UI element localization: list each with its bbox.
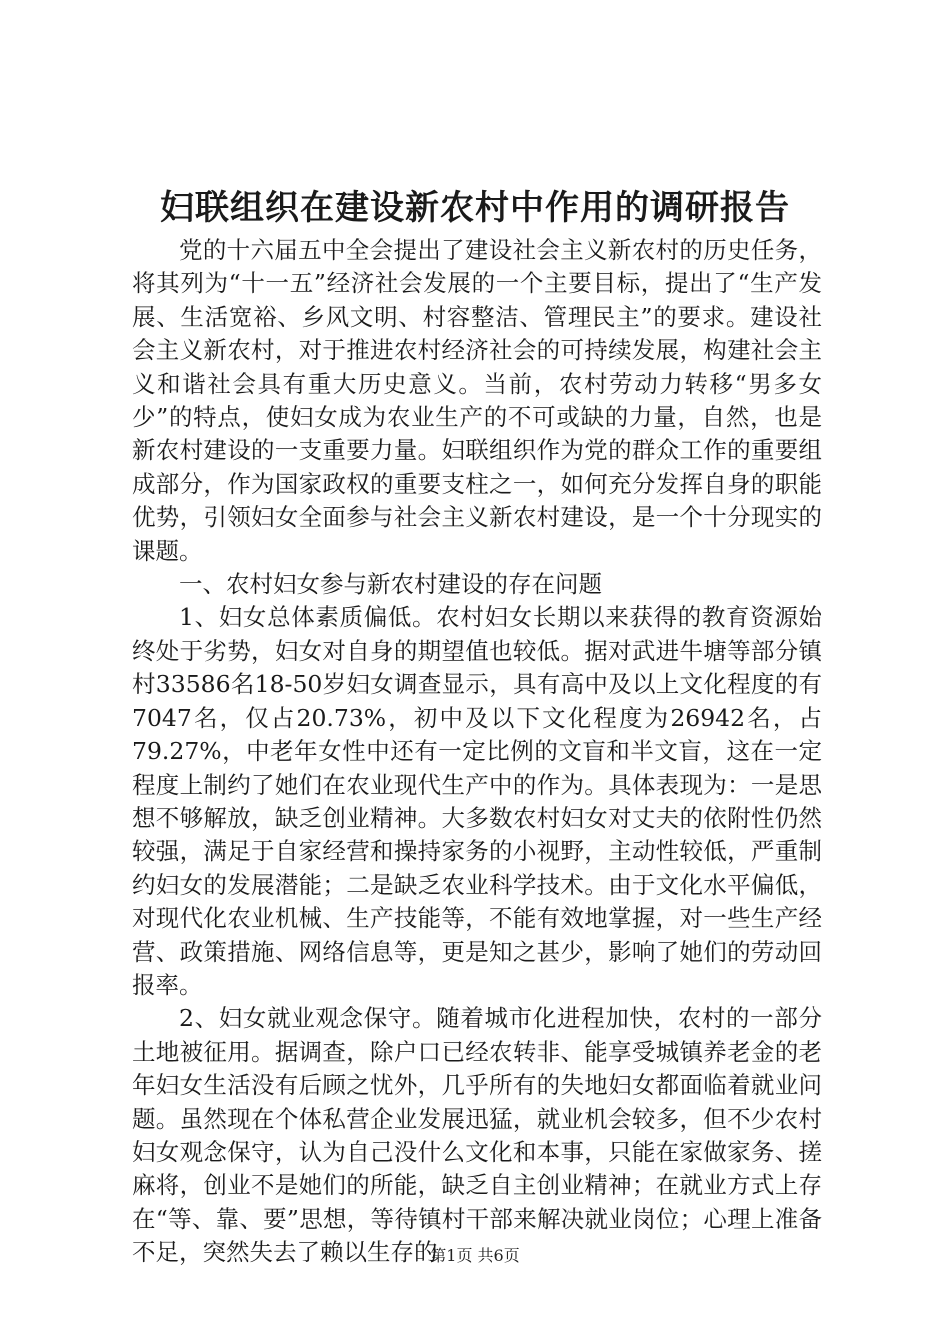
page-footer: 第1页 共6页 bbox=[430, 1246, 520, 1265]
section-heading-problems: 一、农村妇女参与新农村建设的存在问题 bbox=[179, 570, 602, 599]
paragraph-point-2: 2、妇女就业观念保守。随着城市化进程加快，农村的一部分土地被征用。据调查，除户口已经农转非、能享受城镇养老金的老年妇女生活没有后顾之忧外，几乎所有的失地妇女都面临着就业问题。虽然现在个体私营企业发展迅猛，就业机会较多，但不少农村妇女观念保守，认为自己没什么文化和本事，只能在家做家务、搓麻将，创业不是她们的所能，缺乏自主创业精神；在就业方式上存在“等、靠、要”思想，等待镇村干部来解决就业岗位；心理上准备不足，突然失去了赖以生存的 bbox=[132, 1004, 822, 1267]
paragraph-point-1: 1、妇女总体素质偏低。农村妇女长期以来获得的教育资源始终处于劣势，妇女对自身的期望值也较低。据对武进牛塘等部分镇村33586名18-50岁妇女调查显示，具有高中及以上文化程度的有7047名，仅占20.73%，初中及以下文化程度为26942名，占79.27%，中老年女性中还有一定比例的文盲和半文盲，这在一定程度上制约了她们在农业现代生产中的作为。具体表现为：一是思想不够解放，缺乏创业精神。大多数农村妇女对丈夫的依附性仍然较强，满足于自家经营和操持家务的小视野，主动性较低，严重制约妇女的发展潜能；二是缺乏农业科学技术。由于文化水平偏低，对现代化农业机械、生产技能等，不能有效地掌握，对一些生产经营、政策措施、网络信息等，更是知之甚少，影响了她们的劳动回报率。 bbox=[132, 603, 822, 999]
document-title: 妇联组织在建设新农村中作用的调研报告 bbox=[160, 188, 790, 228]
document-body bbox=[132, 234, 822, 1270]
paragraph-intro: 党的十六届五中全会提出了建设社会主义新农村的历史任务，将其列为“十一五”经济社会发展的一个主要目标，提出了“生产发展、生活宽裕、乡风文明、村容整洁、管理民主”的要求。建设社会主义新农村，对于推进农村经济社会的可持续发展，构建社会主义和谐社会具有重大历史意义。当前，农村劳动力转移“男多女少”的特点，使妇女成为农业生产的不可或缺的力量，自然，也是新农村建设的一支重要力量。妇联组织作为党的群众工作的重要组成部分，作为国家政权的重要支柱之一，如何充分发挥自身的职能优势，引领妇女全面参与社会主义新农村建设，是一个十分现实的课题。 bbox=[132, 236, 822, 565]
